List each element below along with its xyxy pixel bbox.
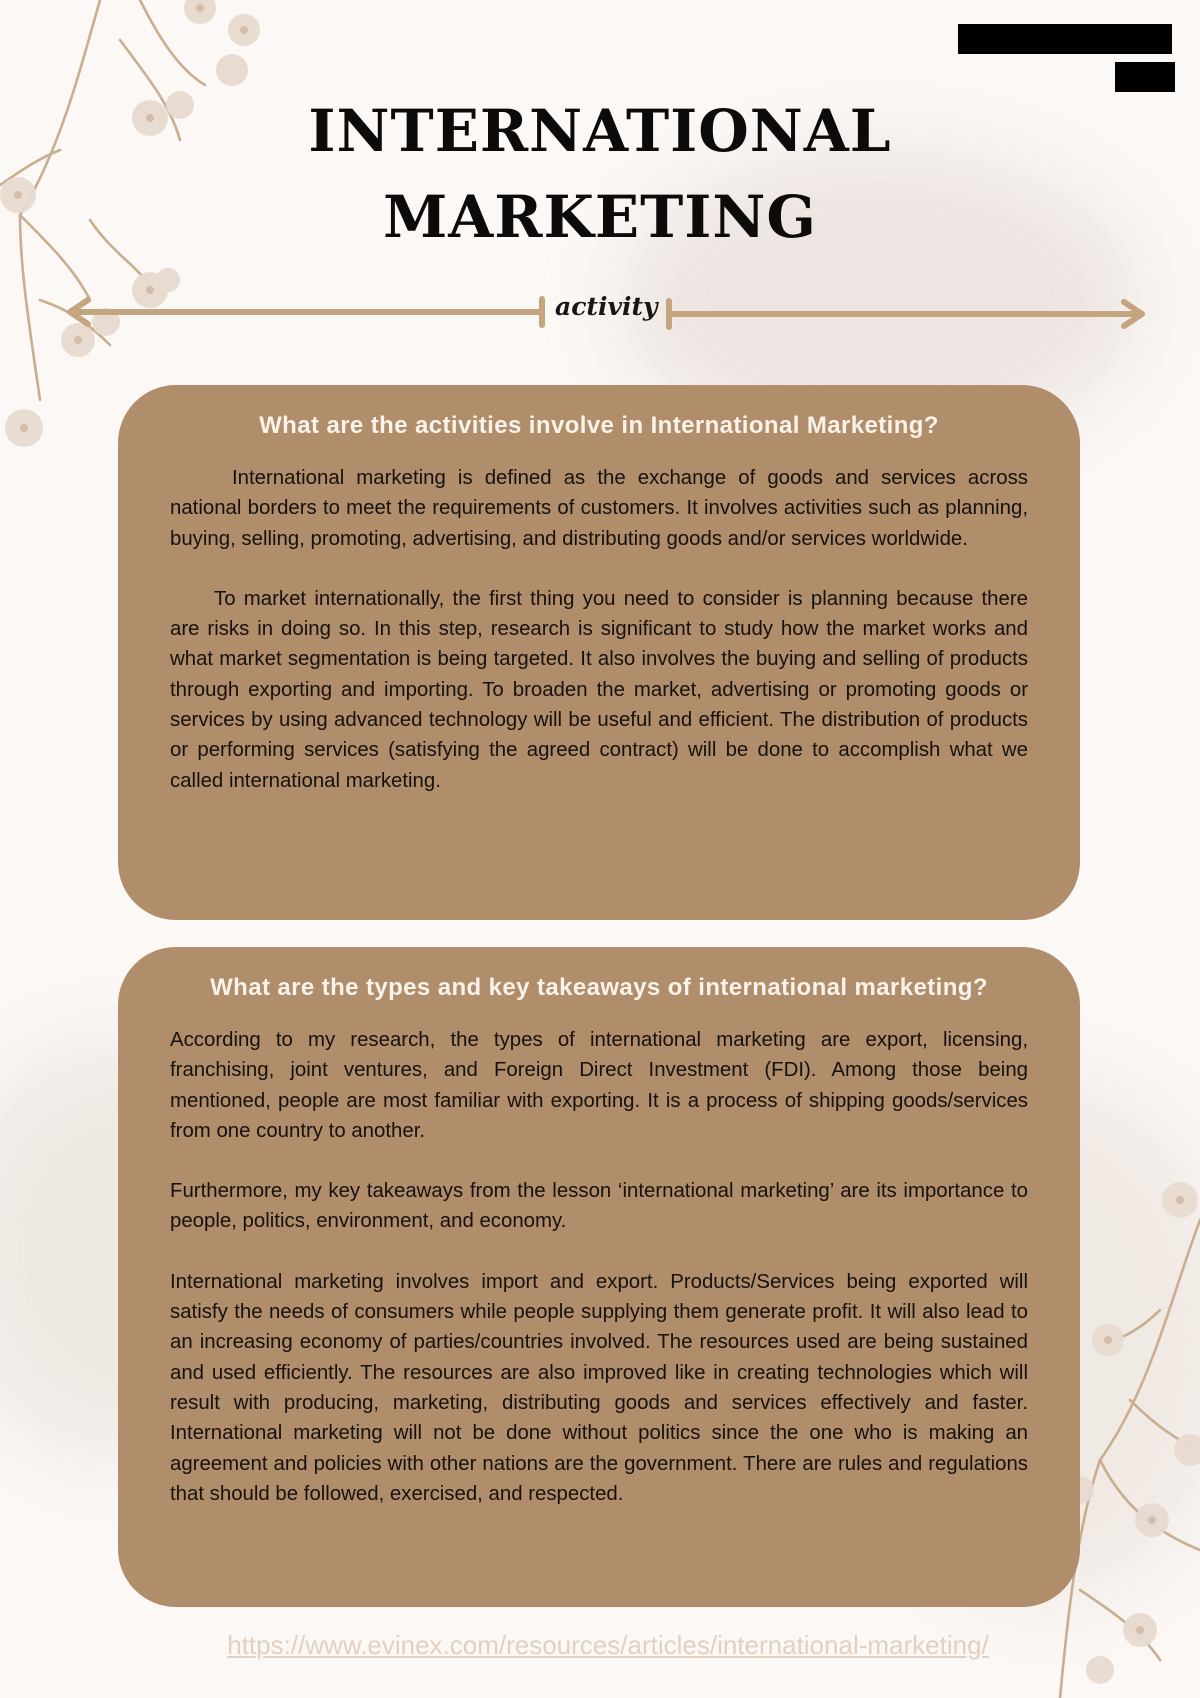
card-paragraph: According to my research, the types of international marketing are export, licensing, franchising, joint ventures, and Foreign Direct Investment (FDI). Among those being mentioned, people are most familiar with exporting. It is a process of shipping goods/services from one country to another. <box>170 1029 1028 1142</box>
card-paragraph: To market internationally, the first thing you need to consider is planning because there are risks in doing so. In this step, research is significant to study how the market works and what market segmentation is being targeted. It also involves the buying and selling of products through exporting and importing. To broaden the market, advertising or promoting goods or services by using advanced technology will be useful and efficient. The distribution of products or performing services (satisfying the agreed contract) will be done to accomplish what we called international marketing. <box>170 587 1028 792</box>
card-heading: What are the types and key takeaways of international marketing? <box>210 974 988 1001</box>
section-label: activity <box>555 292 658 321</box>
title-line-2: MARKETING <box>383 183 817 251</box>
card-paragraph: International marketing is defined as the exchange of goods and services across national borders to meet the requirements of customers. It involves activities such as planning, buying, selling, promoting, advertising, and distributing goods and/or services worldwide. <box>170 467 1028 550</box>
redaction-bar <box>1115 62 1175 92</box>
redaction-bar <box>958 24 1172 54</box>
title-line-1: INTERNATIONAL <box>308 97 892 165</box>
card-paragraph: Furthermore, my key takeaways from the lesson ‘international marketing’ are its importance to people, politics, environment, and economy. <box>170 1180 1028 1233</box>
page-title <box>300 88 900 260</box>
content-card-types-takeaways <box>118 947 1080 1607</box>
source-link[interactable]: https://www.evinex.com/resources/articles/international-marketing/ <box>227 1630 989 1660</box>
content-card-activities <box>118 385 1080 920</box>
card-heading: What are the activities involve in International Marketing? <box>259 412 939 439</box>
card-paragraph: International marketing involves import and export. Products/Services being exported will satisfy the needs of consumers while people supplying them generate profit. It will also lead to an increasing economy of parties/countries involved. The resources used are being sustained and used efficiently. The resources are also improved like in creating technologies which will result with producing, marketing, distributing goods and services effectively and faster. International marketing will not be done without politics since the one who is making an agreement and policies with other nations are the government. There are rules and regulations that should be followed, exercised, and respected. <box>170 1270 1028 1505</box>
